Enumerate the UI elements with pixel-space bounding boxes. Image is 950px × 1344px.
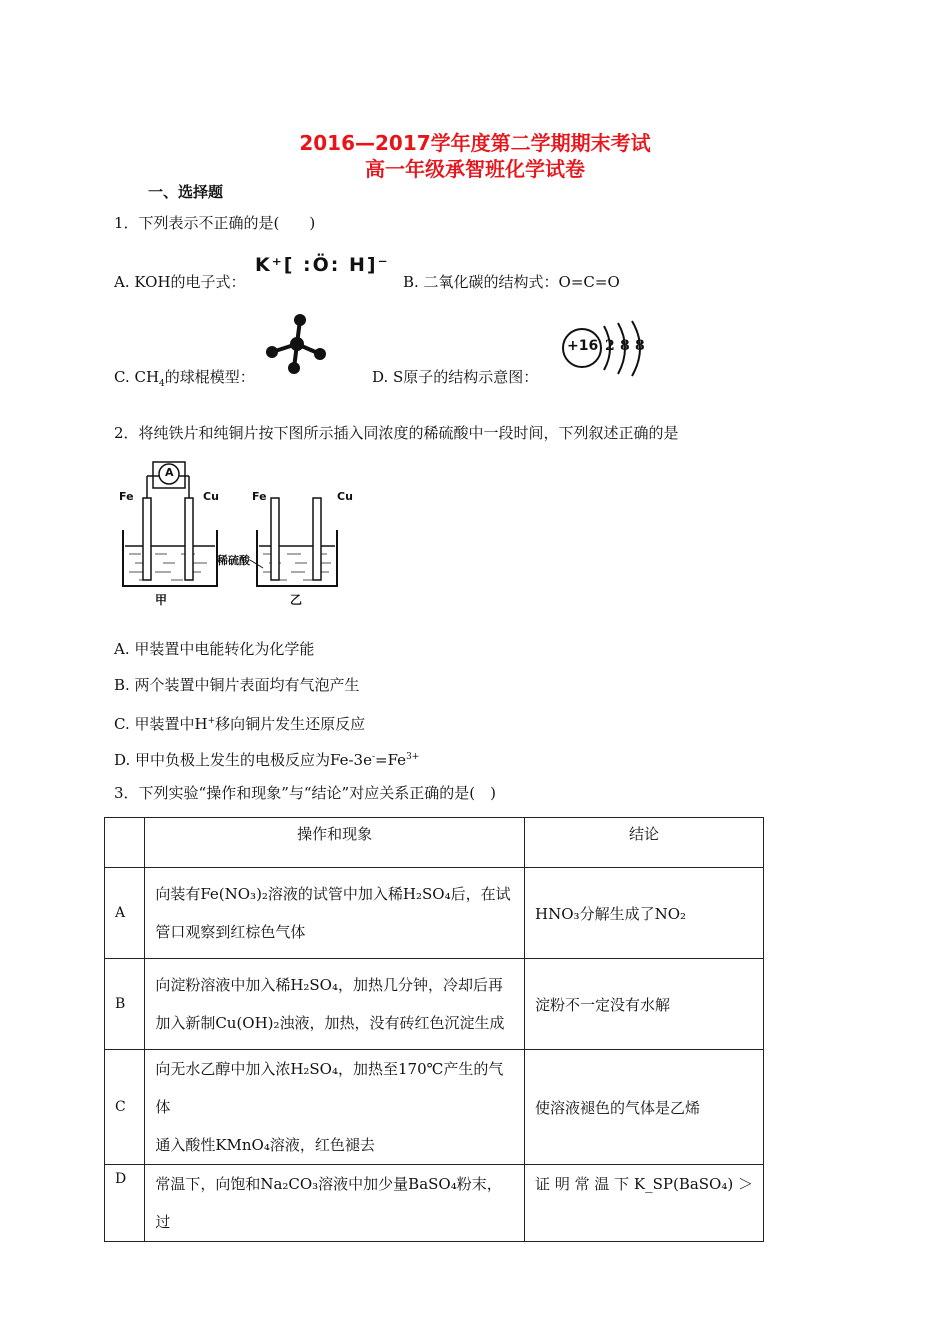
q2-option-c-post: 移向铜片发生还原反应 (215, 715, 366, 733)
q3-row-d-op-line1: 常温下，向饱和Na₂CO₃溶液中加少量BaSO₄粉末，过 (155, 1175, 502, 1231)
q2-option-c (114, 711, 365, 734)
q3-table (104, 817, 764, 1242)
q1-option-c-post: 的球棍模型： (164, 368, 255, 386)
exam-title-line2: 高一年级承智班化学试卷 (365, 157, 585, 181)
section-heading: 一、选择题 (148, 183, 224, 201)
q1-option-c (114, 367, 255, 394)
q3-row-b-operation (145, 959, 525, 1050)
q3-row-a (105, 868, 764, 959)
q1-option-a: A. KOH的电子式： (114, 273, 246, 291)
q3-row-c-label: C (105, 1050, 145, 1165)
q2-option-a: A. 甲装置中电能转化为化学能 (114, 640, 315, 658)
q1-option-b: B. 二氧化碳的结构式：O=C=O (403, 273, 620, 291)
cu-label-jia: Cu (203, 490, 219, 503)
q2-option-d-sup2: 3+ (406, 752, 420, 762)
q1-stem: 1．下列表示不正确的是( ) (114, 214, 316, 232)
q3-row-a-label: A (105, 868, 145, 959)
q3-row-c-operation (145, 1050, 525, 1165)
q2-option-c-sup: + (207, 716, 216, 726)
q2-option-d-pre: D. 甲中负极上发生的电极反应为Fe-3e (114, 751, 372, 769)
q2-stem: 2．将纯铁片和纯铜片按下图所示插入同浓度的稀硫酸中一段时间，下列叙述正确的是 (114, 424, 679, 442)
q3-header-conclusion: 结论 (525, 818, 764, 868)
q3-row-b-op-line1: 向淀粉溶液中加入稀H₂SO₄，加热几分钟，冷却后再 (155, 976, 503, 994)
ch4-ball-stick-model (262, 312, 332, 374)
ammeter-label: A (165, 466, 174, 479)
q3-row-a-conclusion: HNO₃分解生成了NO₂ (525, 868, 764, 959)
q3-row-b-label: B (105, 959, 145, 1050)
q3-row-d-conclusion: 证 明 常 温 下 K_SP(BaSO₄) ＞ (525, 1165, 764, 1242)
electrochem-apparatus-figure (115, 460, 365, 610)
s-shell-3: 8 (635, 338, 645, 354)
q3-row-d-label: D (105, 1165, 145, 1242)
q2-option-d (114, 747, 419, 770)
q2-option-b: B. 两个装置中铜片表面均有气泡产生 (114, 676, 360, 694)
s-shell-1: 2 (605, 338, 615, 354)
q3-stem: 3．下列实验“操作和现象”与“结论”对应关系正确的是( ) (114, 784, 496, 802)
cu-label-yi: Cu (337, 490, 353, 503)
q3-row-d-operation (145, 1165, 525, 1242)
q2-option-d-mid: =Fe (375, 751, 407, 769)
q3-row-c-conclusion: 使溶液褪色的气体是乙烯 (525, 1050, 764, 1165)
fe-label-yi: Fe (252, 490, 267, 503)
q1-option-c-pre: C. CH (114, 368, 160, 386)
caption-yi: 乙 (290, 593, 303, 607)
exam-title-line1: 2016—2017学年度第二学期期末考试 (299, 131, 651, 155)
q2-option-c-pre: C. 甲装置中H (114, 715, 208, 733)
q1-koh-electron-formula: K⁺[ :Ö: H]⁻ (255, 254, 390, 276)
dilute-sulfuric-acid-label: 稀硫酸 (217, 554, 250, 567)
q3-table-header-row (105, 818, 764, 868)
q2-option-d-sup1: - (371, 752, 376, 762)
fe-label-jia: Fe (119, 490, 134, 503)
q3-row-b-conclusion: 淀粉不一定没有水解 (525, 959, 764, 1050)
s-atom-structure-diagram (560, 318, 650, 380)
q3-header-empty (105, 818, 145, 868)
q3-header-operation: 操作和现象 (145, 818, 525, 868)
q3-row-b-op-line2: 加入新制Cu(OH)₂浊液，加热，没有砖红色沉淀生成 (155, 1014, 505, 1032)
q3-row-d (105, 1165, 764, 1242)
q1-option-d: D. S原子的结构示意图： (372, 368, 539, 386)
q3-row-b (105, 959, 764, 1050)
q3-row-a-op-line1: 向装有Fe(NO₃)₂溶液的试管中加入稀H₂SO₄后，在试 (155, 885, 511, 903)
s-shell-2: 8 (620, 338, 630, 354)
q3-row-c-op-line2: 通入酸性KMnO₄溶液，红色褪去 (155, 1136, 375, 1154)
q1-option-c-sub: 4 (159, 379, 165, 389)
caption-jia: 甲 (155, 593, 168, 607)
q3-row-c (105, 1050, 764, 1165)
q3-row-a-operation (145, 868, 525, 959)
q3-row-a-op-line2: 管口观察到红棕色气体 (155, 923, 306, 941)
s-nucleus-label: +16 (567, 338, 599, 354)
q3-row-c-op-line1: 向无水乙醇中加入浓H₂SO₄，加热至170℃产生的气体 (155, 1060, 504, 1116)
